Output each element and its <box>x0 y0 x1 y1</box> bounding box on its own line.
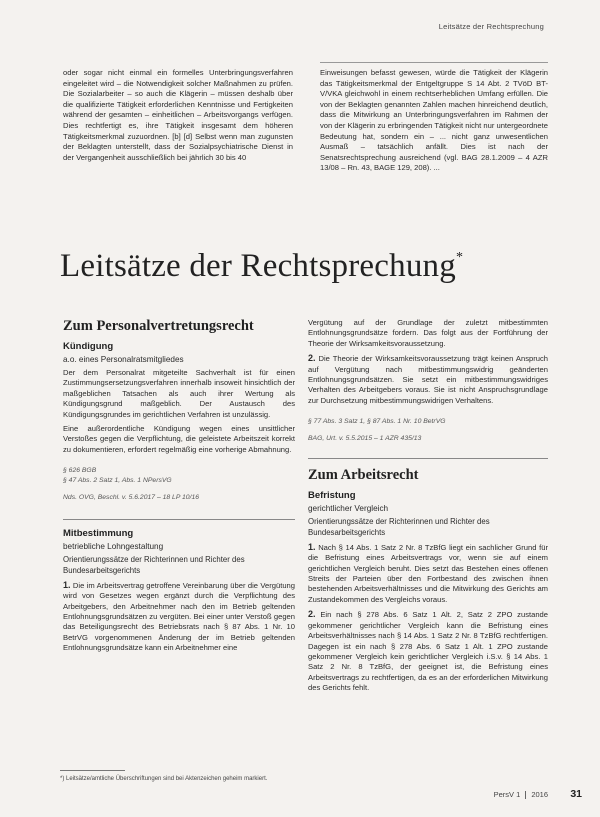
section-divider <box>308 458 548 459</box>
paragraph-number: 1. <box>63 579 71 590</box>
top-right-text: Einweisungen befasst gewesen, würde die Tätigkeit der Klägerin das Tätigkeitsmerkmal der Entgeltgruppe S 14 Abt. 2 TVöD BT-V/VKA gleichwohl in einem rechtserheblichen Umfang erfüllen. Die von der Beklagten genannten Zahlen machen hinreichend deutlich, dass die Mitwirkung an Unterbringungsverfahren im Rahmen der von der Klägerin zu erbringenden Tätigkeit nicht nur untergeordnete Bedeutung hat, sondern ein – ... nicht ganz unwesentlichen Ausmaß – tatsächlich anfällt. Dies ist nach der Senatsrechtsprechung ausreichend (vgl. BAG 28.1.2009 – 4 AZR 13/08 – Rn. 43, BAGE 129, 208). ... <box>320 68 548 173</box>
footnote: *) Leitsätze/amtliche Überschriftungen sind bei Aktenzeichen geheim markiert. <box>60 776 268 782</box>
paragraph-text: Ein nach § 278 Abs. 6 Satz 1 Alt. 2, Satz 2 ZPO zustande gekommener gerichtlicher Vergleich kann die Befristung eines Arbeitsverhältnisses nach § 14 Abs. 1 Satz 2 Nr. 8 TzBfG rechtfertigen. Dagegen ist ein nach § 278 Abs. 6 Satz 1 Alt. 1 ZPO zustande gekommener Vergleich kein gerichtlicher Vergleich i.S.v. § 14 Abs. 1 Satz 2 Nr. 8 TzBfG, der geeignet ist, die Befristung eines Arbeitsvertrags zu rechtfertigen, da es an der erforderlichen Mitwirkung des Gerichts fehlt. <box>308 610 548 693</box>
running-head: Leitsätze der Rechtsprechung <box>438 22 544 31</box>
page-footer <box>494 790 548 799</box>
court-citation: Nds. OVG, Beschl. v. 5.6.2017 – 18 LP 10/16 <box>63 494 200 502</box>
section-divider <box>63 519 295 520</box>
subtitle-mitbestimmung: betriebliche Lohngestaltung <box>63 542 164 552</box>
subtitle-befristung: gerichtlicher Vergleich <box>308 504 389 514</box>
legal-reference: § 626 BGB <box>63 467 97 475</box>
numbered-paragraph <box>308 353 548 406</box>
paragraph-text: Die im Arbeitsvertrag getroffene Vereinbarung über die Vergütung wird von Gesetzes wegen ergänzt durch die Verpflichtung des Arbeitgebers, den Arbeitnehmer nach den im Betrieb geltenden Entlohnungsgrundsätzen zu vergüten. Bei einer unter Verstoß gegen das Beteiligungsrecht des Betriebsrats nach § 87 Abs. 1 Nr. 10 BetrVG vorgenommenen Änderung der im Betrieb geltenden Entlohnungsgrundsätze kann ein Arbeitnehmer eine <box>63 580 295 653</box>
numbered-paragraph <box>63 580 295 654</box>
numbered-paragraph <box>308 609 548 693</box>
paragraph-number: 2. <box>308 609 316 620</box>
heading-kuendigung: Kündigung <box>63 341 114 352</box>
page-title-text: Leitsätze der Rechtsprechung <box>60 248 456 284</box>
heading-befristung: Befristung <box>308 490 356 502</box>
paragraph: Vergütung auf der Grundlage der zuletzt mitbestimmten Entlohnungsgrundsätze fordern. Das folgt aus der Fortführung der Theorie der Wirksamkeitsvoraussetzung. <box>308 318 548 348</box>
numbered-paragraph <box>308 542 548 605</box>
subtitle-kuendigung: a.o. eines Personalratsmitgliedes <box>63 355 184 364</box>
section-title-arbeitsrecht: Zum Arbeitsrecht <box>308 467 419 484</box>
title-footnote-marker: * <box>455 250 464 265</box>
page-title <box>60 248 463 285</box>
legal-reference: § 77 Abs. 3 Satz 1, § 87 Abs. 1 Nr. 10 BetrVG <box>308 418 446 426</box>
lead-text: Orientierungssätze der Richterinnen und Richter des Bundesarbeitsgerichts <box>308 517 490 537</box>
paragraph: Der dem Personalrat mitgeteilte Sachverhalt ist für einen Zustimmungsersetzungsverfahren innerhalb insoweit hinsichtlich der maßgeblichen Tatsachen als auch ihrer Wertung als Kündigungsgrund maßgeblich. Der Austausch des Kündigungsgrundes im gerichtlichen Verfahren ist unzulässig. <box>63 368 295 419</box>
section-title-personalvertretungsrecht: Zum Personalvertretungsrecht <box>63 318 254 334</box>
court-citation: BAG, Urt. v. 5.5.2015 – 1 AZR 435/13 <box>308 435 422 443</box>
paragraph-number: 1. <box>308 541 316 552</box>
right-column <box>308 318 548 698</box>
heading-mitbestimmung: Mitbestimmung <box>63 528 134 540</box>
journal-year: 2016 <box>531 790 548 799</box>
lead-text: Orientierungssätze der Richterinnen und Richter des Bundesarbeitsgerichts <box>63 555 245 575</box>
top-rule <box>320 62 548 63</box>
journal-issue: PersV 1 <box>493 790 521 799</box>
top-left-text: oder sogar nicht einmal ein formelles Unterbringungsverfahren eingeleitet wird – die Notwendigkeit solcher Maßnahmen zu prüfen. Die Sozialarbeiter – so auch die Klägerin – müssen deshalb über die qualifizierte Tätigkeit erforderlichen Kenntnisse und Fertigkeiten während der gesamten – einheitlichen – Arbeitsvorgangs verfügen. Dies rechtfertigt es, ihre Tätigkeit insgesamt dem höheren Tätigkeitsmerkmal zuzuordnen. [b] [d] Selbst wenn man zugunsten der Beklagten unterstellt, dass der Sozialpsychiatrische Dienst in der Vergangenheit ausschließlich bei jährlich 30 bis 40 <box>63 68 293 162</box>
paragraph-number: 2. <box>308 353 316 364</box>
page-number: 31 <box>570 788 582 800</box>
footnote-rule <box>60 770 125 771</box>
footer-separator <box>525 791 526 799</box>
left-column <box>63 318 295 658</box>
paragraph: Eine außerordentliche Kündigung wegen eines unsittlicher Verstoßes gegen die Verpflichtung, die geleistete Arbeitszeit korrekt zu dokumentieren, erfordert regelmäßig eine vorherige Abmahnung. <box>63 424 295 454</box>
legal-reference: § 47 Abs. 2 Satz 1, Abs. 1 NPersVG <box>63 477 172 485</box>
paragraph-text: Nach § 14 Abs. 1 Satz 2 Nr. 8 TzBfG liegt ein sachlicher Grund für die Befristung eines Arbeitsvertrags vor, wenn sie auf einem gerichtlichen Vergleich beruht. Dies setzt das Bestehen eines offenen Streits der Parteien über den Fortbestand des zwischen ihnen bestehenden Arbeitsverhältnisses und die Mitwirkung des Gerichts am Zustandekommen des Vergleichs voraus. <box>308 542 548 604</box>
paragraph-text: Die Theorie der Wirksamkeitsvoraussetzung trägt keinen Anspruch auf Vergütung nach mitbestimmungswidrig geänderten Entlohnungsgrundsätzen. Sie setzt ein mitbestimmungswidriges Verhalten des Arbeitgebers voraus. Sie ist nicht Anspruchsgrundlage zur Durchsetzung mitbestimmungswidrigen Verhaltens. <box>308 354 548 405</box>
